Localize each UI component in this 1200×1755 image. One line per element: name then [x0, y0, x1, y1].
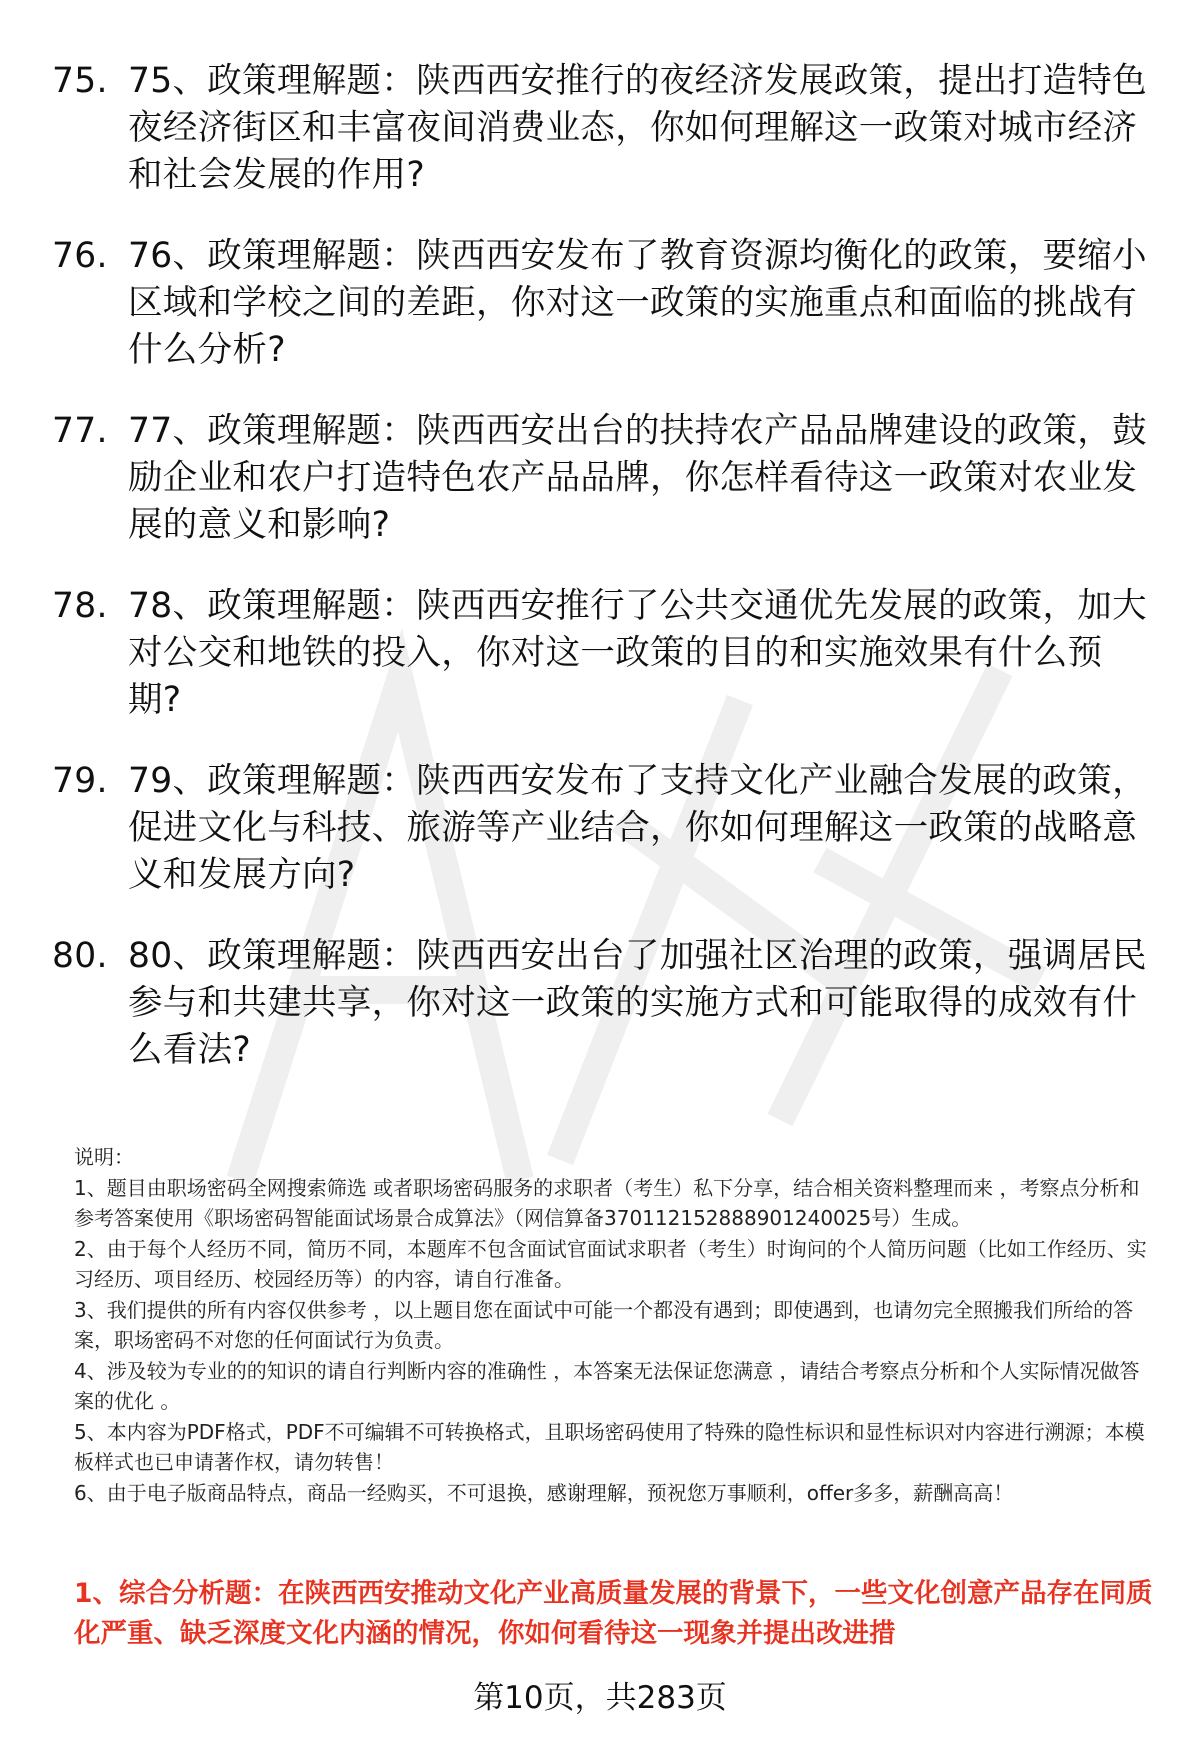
note-item: 4、涉及较为专业的的知识的请自行判断内容的准确性 ，本答案无法保证您满意 ，请结合考察点分析和个人实际情况做答案的优化 。 — [74, 1358, 1140, 1413]
note-item: 3、我们提供的所有内容仅供参考 ，以上题目您在面试中可能一个都没有遇到；即使遇到，也请勿完全照搬我们所给的答案，职场密码不对您的任何面试行为负责。 — [74, 1297, 1134, 1352]
question-number: 79. — [52, 761, 108, 801]
question-text: 75、政策理解题：陕西西安推行的夜经济发展政策，提出打造特色夜经济街区和丰富夜间消费业态，你如何理解这一政策对城市经济和社会发展的作用? — [128, 61, 1147, 195]
notes-heading: 说明： — [74, 1145, 134, 1169]
question-item — [52, 933, 1152, 1074]
question-text: 78、政策理解题：陕西西安推行了公共交通优先发展的政策，加大对公交和地铁的投入，你对这一政策的目的和实施效果有什么预期? — [128, 586, 1147, 720]
question-item — [52, 58, 1152, 199]
question-text: 79、政策理解题：陕西西安发布了支持文化产业融合发展的政策，促进文化与科技、旅游等产业结合，你如何理解这一政策的战略意义和发展方向? — [128, 761, 1147, 895]
question-text: 76、政策理解题：陕西西安发布了教育资源均衡化的政策，要缩小区域和学校之间的差距，你对这一政策的实施重点和面临的挑战有什么分析? — [128, 236, 1147, 370]
question-item — [52, 758, 1152, 899]
question-number: 77. — [52, 411, 108, 451]
question-item — [52, 583, 1152, 724]
question-number: 80. — [52, 936, 108, 976]
note-item: 2、由于每个人经历不同，简历不同，本题库不包含面试官面试求职者（考生）时询问的个人简历问题（比如工作经历、实习经历、项目经历、校园经历等）的内容，请自行准备。 — [74, 1236, 1147, 1291]
question-text: 77、政策理解题：陕西西安出台的扶持农产品品牌建设的政策，鼓励企业和农户打造特色农产品品牌，你怎样看待这一政策对农业发展的意义和影响? — [128, 411, 1147, 545]
note-item: 1、题目由职场密码全网搜索筛选 或者职场密码服务的求职者（考生）私下分享，结合相关资料整理而来 ，考察点分析和参考答案使用《职场密码智能面试场景合成算法》（网信算备370112152888901240025号）生成。 — [74, 1175, 1140, 1230]
question-number: 76. — [52, 236, 108, 276]
notes-section — [74, 1142, 1156, 1508]
note-item: 5、本内容为PDF格式，PDF不可编辑不可转换格式，且职场密码使用了特殊的隐性标识和显性标识对内容进行溯源；本模板样式也已申请著作权，请勿转售！ — [74, 1419, 1145, 1474]
highlight-question: 1、综合分析题：在陕西西安推动文化产业高质量发展的背景下，一些文化创意产品存在同质化严重、缺乏深度文化内涵的情况，你如何看待这一现象并提出改进措 — [74, 1578, 1153, 1649]
question-list — [52, 58, 1152, 1108]
page-footer: 第10页，共283页 — [473, 1680, 727, 1716]
question-number: 78. — [52, 586, 108, 626]
question-text: 80、政策理解题：陕西西安出台了加强社区治理的政策，强调居民参与和共建共享，你对这一政策的实施方式和可能取得的成效有什么看法? — [128, 936, 1147, 1070]
question-number: 75. — [52, 61, 108, 101]
note-item: 6、由于电子版商品特点，商品一经购买，不可退换，感谢理解，预祝您万事顺利，offer多多，薪酬高高！ — [74, 1480, 1014, 1505]
question-item — [52, 408, 1152, 549]
question-item — [52, 233, 1152, 374]
